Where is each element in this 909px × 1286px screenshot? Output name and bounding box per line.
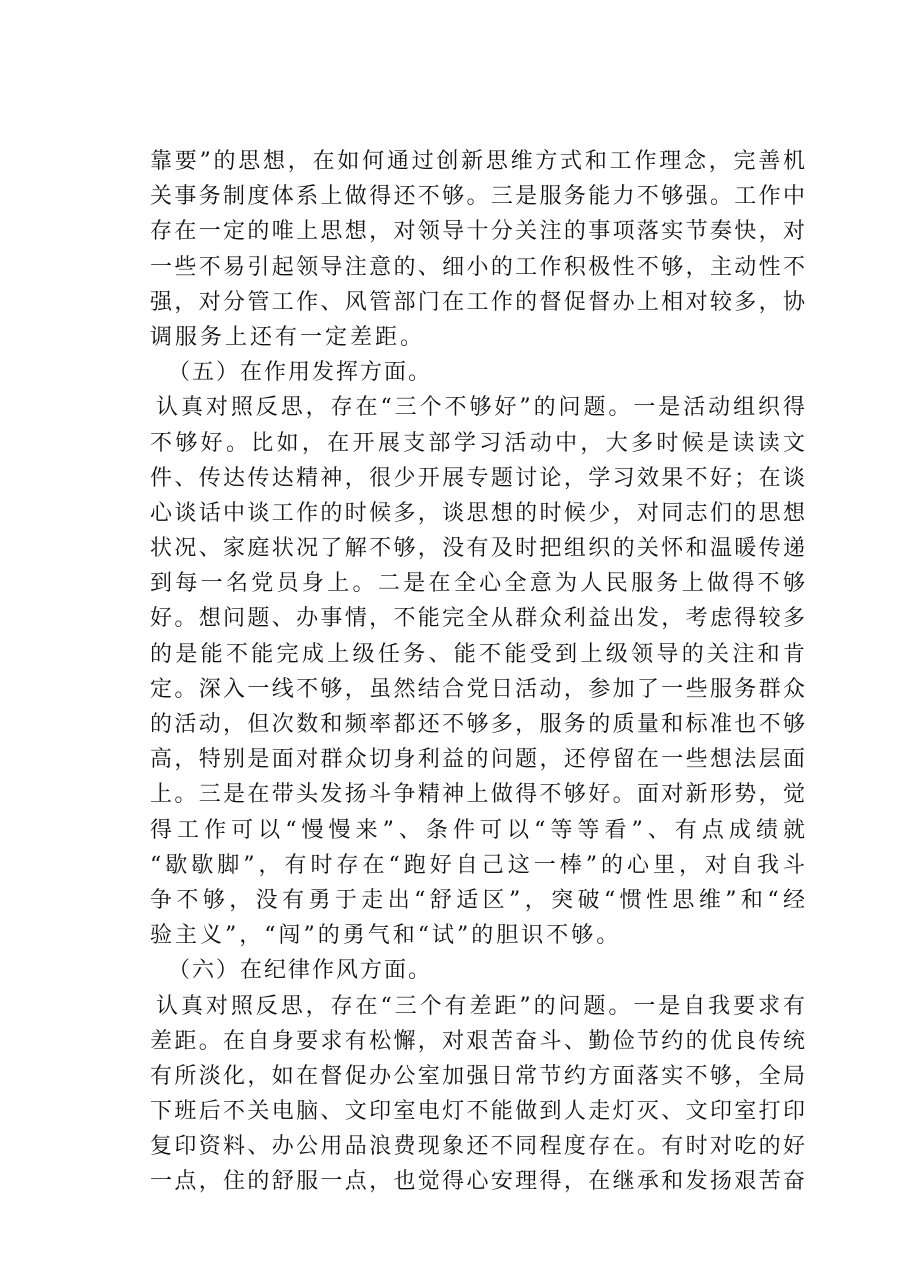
text-line: 得工作可以“慢慢来”、条件可以“等等看”、有点成绩就 [150, 817, 805, 843]
text-line: 认真对照反思，存在“三个有差距”的问题。一是自我要求有 [156, 993, 805, 1019]
text-line: 认真对照反思，存在“三个不够好”的问题。一是活动组织得 [156, 395, 805, 421]
text-line: 的是能不能完成上级任务、能不能受到上级领导的关注和肯 [150, 641, 805, 667]
section-heading: （五）在作用发挥方面。 [168, 360, 433, 386]
text-line: 到每一名党员身上。二是在全心全意为人民服务上做得不够 [150, 571, 805, 597]
text-line: 调服务上还有一定差距。 [150, 324, 426, 350]
text-line: “歇歇脚”，有时存在“跑好自己这一棒”的心里，对自我斗 [150, 852, 805, 878]
text-line: 状况、家庭状况了解不够，没有及时把组织的关怀和温暖传递 [150, 536, 805, 562]
text-line: 有所淡化，如在督促办公室加强日常节约方面落实不够，全局 [150, 1063, 805, 1089]
section-heading: （六）在纪律作风方面。 [168, 958, 433, 984]
text-line: 靠要”的思想，在如何通过创新思维方式和工作理念，完善机 [150, 149, 805, 174]
text-line: 存在一定的唯上思想，对领导十分关注的事项落实节奏快，对 [150, 219, 805, 245]
body-text [150, 144, 805, 1200]
text-line: 争不够，没有勇于走出“舒适区”，突破“惯性思维”和“经 [150, 887, 805, 913]
text-line: 一些不易引起领导注意的、细小的工作积极性不够，主动性不 [150, 254, 805, 280]
text-line: 好。想问题、办事情，不能完全从群众利益出发，考虑得较多 [150, 606, 805, 632]
text-line: 差距。在自身要求有松懈，对艰苦奋斗、勤俭节约的优良传统 [150, 1028, 805, 1054]
text-line: 关事务制度体系上做得还不够。三是服务能力不够强。工作中 [150, 184, 805, 210]
text-line: 定。深入一线不够，虽然结合党日活动，参加了一些服务群众 [150, 676, 805, 702]
text-line: 的活动，但次数和频率都还不够多，服务的质量和标准也不够 [150, 712, 805, 737]
text-line: 复印资料、办公用品浪费现象还不同程度存在。有时对吃的好 [150, 1134, 805, 1160]
text-line: 下班后不关电脑、文印室电灯不能做到人走灯灭、文印室打印 [150, 1099, 805, 1125]
text-line: 不够好。比如，在开展支部学习活动中，大多时候是读读文 [150, 430, 805, 456]
text-line: 一点，住的舒服一点，也觉得心安理得，在继承和发扬艰苦奋 [150, 1169, 805, 1195]
text-line: 高，特别是面对群众切身利益的问题，还停留在一些想法层面 [150, 747, 805, 773]
text-line: 心谈话中谈工作的时候多，谈思想的时候少，对同志们的思想 [150, 500, 805, 526]
text-line: 上。三是在带头发扬斗争精神上做得不够好。面对新形势，觉 [150, 782, 805, 808]
text-line: 件、传达传达精神，很少开展专题讨论，学习效果不好；在谈 [150, 465, 805, 491]
text-line: 验主义”，“闯”的勇气和“试”的胆识不够。 [150, 923, 622, 949]
text-line: 强，对分管工作、风管部门在工作的督促督办上相对较多，协 [150, 289, 805, 315]
